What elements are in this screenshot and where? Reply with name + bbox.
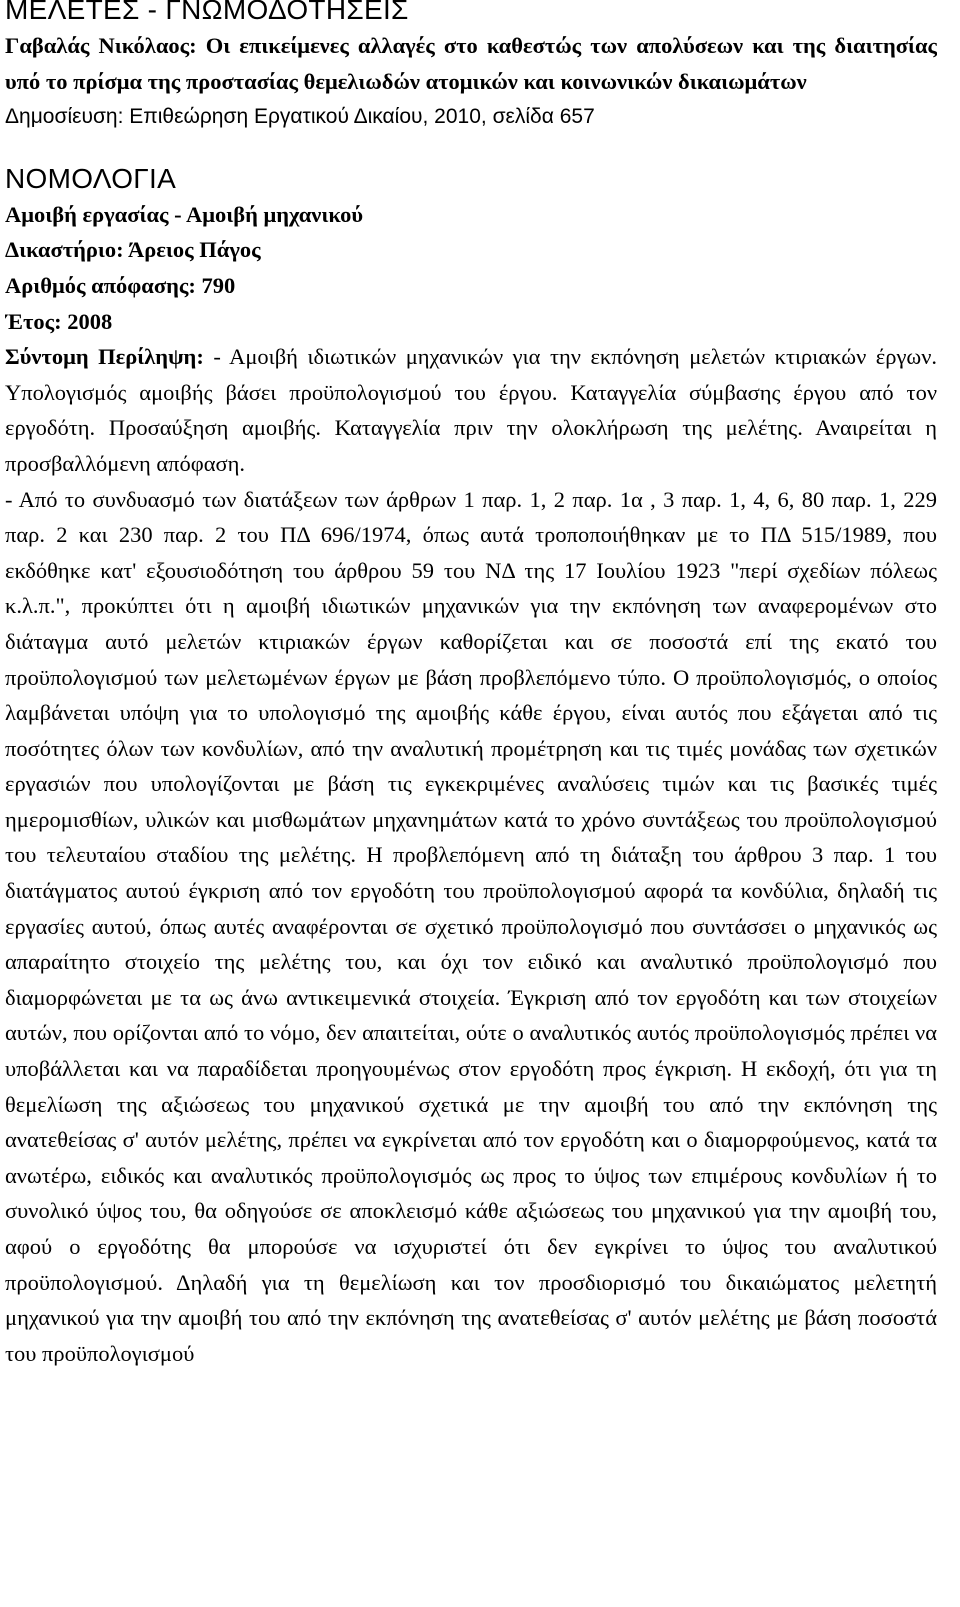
document-page bbox=[5, 0, 937, 1607]
case-decision-number: Αριθμός απόφασης: 790 bbox=[5, 272, 236, 298]
summary-text: - Αμοιβή ιδιωτικών μηχανικών για την εκπόνηση μελετών κτιριακών έργων. Υπολογισμός αμοιβής βάσει προϋπολογισμού του έργου. Καταγγελία σύμβασης έργου από τον εργοδότη. Προσαύξηση αμοιβής. Καταγγελία πριν την ολοκλήρωση της μελέτης. Αναιρείται η προσβαλλόμενη απόφαση. bbox=[5, 344, 937, 476]
publication-info: Δημοσίευση: Επιθεώρηση Εργατικού Δικαίου, 2010, σελίδα 657 bbox=[5, 105, 595, 129]
section-title-nomologia: ΝΟΜΟΛΟΓΙΑ bbox=[5, 162, 177, 194]
study-title: Γαβαλάς Νικόλαος: Οι επικείμενες αλλαγές στο καθεστώς των απολύσεων και της διαιτησίας υπό το πρίσμα της προστασίας θεμελιωδών ατομικών και κοινωνικών δικαιωμάτων bbox=[5, 33, 937, 94]
case-court: Δικαστήριο: Άρειος Πάγος bbox=[5, 237, 261, 263]
case-body: - Από το συνδυασμό των διατάξεων των άρθρων 1 παρ. 1, 2 παρ. 1α , 3 παρ. 1, 4, 6, 80 παρ. 1, 229 παρ. 2 και 230 παρ. 2 του ΠΔ 696/1974, όπως αυτά τροποποιήθηκαν με το ΠΔ 515/1989, που εκδόθηκε κατ' εξουσιοδότηση του άρθρου 59 του ΝΔ της 17 Ιουλίου 1923 "περί σχεδίων πόλεως κ.λ.π.", προκύπτει ότι η αμοιβή ιδιωτικών μηχανικών για την εκπόνηση των αναφερομένων στο διάταγμα αυτό μελετών κτιριακών έργων καθορίζεται και σε ποσοστά επί της εκατό του προϋπολογισμού των μελετωμένων έργων με βάση προβλεπόμενο τύπο. Ο προϋπολογισμός, ο οποίος λαμβάνεται υπόψη για το υπολογισμό της αμοιβής κάθε έργου, είναι αυτός που εξάγεται από τις ποσότητες όλων των κονδυλίων, από την αναλυτική προμέτρηση και τις τιμές μονάδας των σχετικών εργασιών που υπολογίζονται με βάση τις εγκεκριμένες αναλύσεις τιμών και τις βασικές τιμές ημερομισθίων, υλικών και μισθωμάτων μηχανημάτων κατά το χρόνο συντάξεως του προϋπολογισμού του τελευταίου σταδίου της μελέτης. Η προβλεπόμενη από τη διάταξη του άρθρου 3 παρ. 1 του διατάγματος αυτού έγκριση από τον εργοδότη του προϋπολογισμού αφορά τα κονδύλια, δηλαδή τις εργασίες αυτού, όπως αυτές αναφέρονται σε σχετικό προϋπολογισμό που συντάσσει ο μηχανικός ως απαραίτητο στοιχείο της μελέτης του, και όχι τον ειδικό και αναλυτικό προϋπολογισμό που διαμορφώνεται με τα ως άνω αντικειμενικά στοιχεία. Έγκριση από τον εργοδότη και των στοιχείων αυτών, που ορίζονται από το νόμο, δεν απαιτείται, ούτε ο αναλυτικός αυτός προϋπολογισμός πρέπει να υποβάλλεται και να παραδίδεται προηγουμένως στον εργοδότη προς έγκριση. Η εκδοχή, ότι για τη θεμελίωση της αξιώσεως του μηχανικού σχετικά με την αμοιβή του από την εκπόνηση της ανατεθείσας σ' αυτόν μελέτης, πρέπει να εγκρίνεται από τον εργοδότη και ο διαμορφούμενος, κατά τα ανωτέρω, ειδικός και αναλυτικός προϋπολογισμός ως προς το ύψος των επιμέρους κονδυλίων ή το συνολικό ύψος του, θα οδηγούσε σε αποκλεισμό κάθε αξιώσεως του μηχανικού για την αμοιβή του, αφού ο εργοδότης θα μπορούσε να ισχυριστεί ότι δεν εγκρίνει το ύψος του αναλυτικού προϋπολογισμού. Δηλαδή για τη θεμελίωση και τον προσδιορισμό του δικαιώματος μελετητή μηχανικού για την αμοιβή του από την εκπόνηση της ανατεθείσας σ' αυτόν μελέτης με βάση ποσοστά του προϋπολογισμού bbox=[5, 486, 937, 1366]
case-summary bbox=[5, 339, 937, 481]
section-title-meletes: ΜΕΛΕΤΕΣ - ΓΝΩΜΟΔΟΤΗΣΕΙΣ bbox=[5, 0, 409, 25]
summary-label: Σύντομη Περίληψη: bbox=[5, 344, 204, 370]
case-year: Έτος: 2008 bbox=[5, 308, 113, 334]
case-subject: Αμοιβή εργασίας - Αμοιβή μηχανικού bbox=[5, 201, 364, 227]
